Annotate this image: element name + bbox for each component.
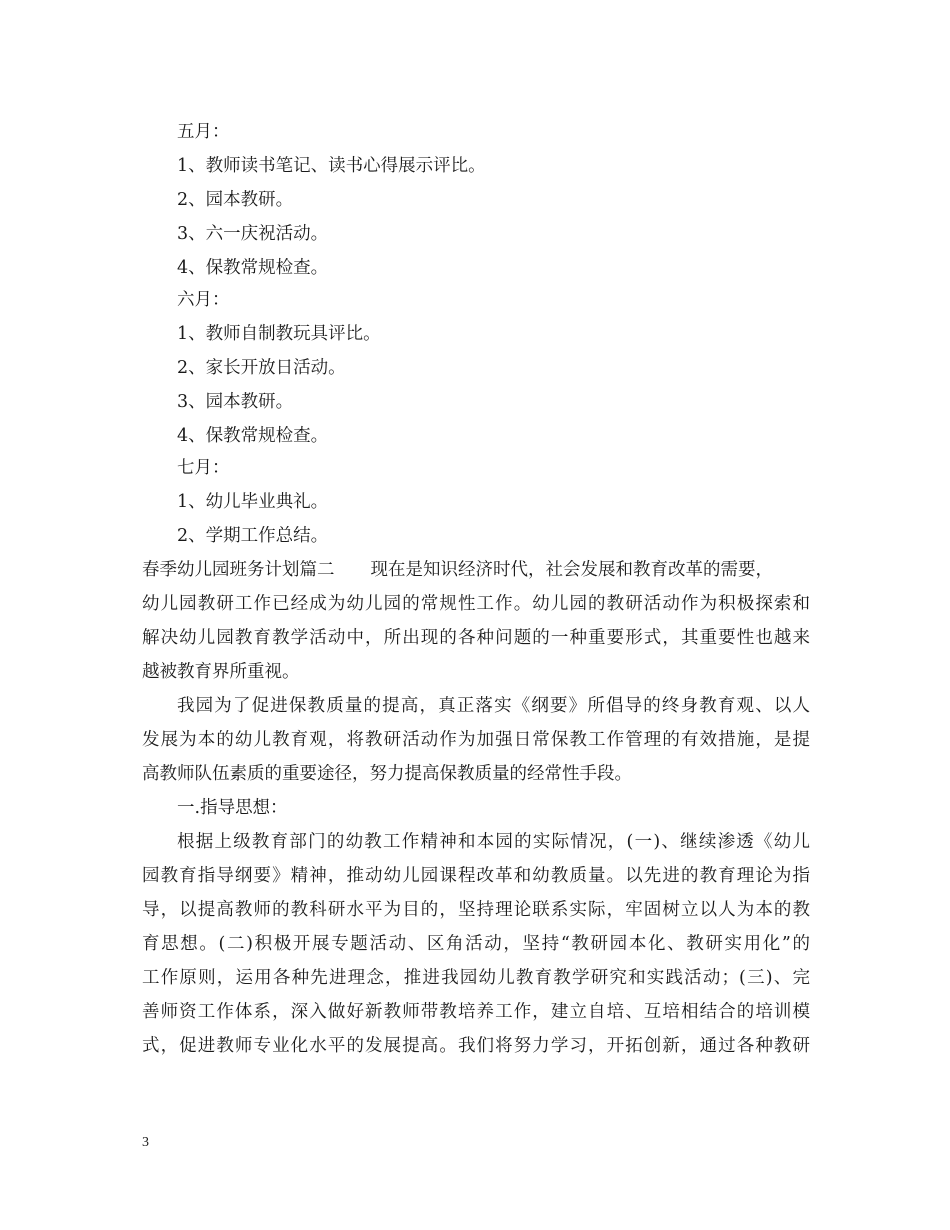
paragraph-line: 发展为本的幼儿教育观，将教研活动作为加强日常保教工作管理的有效措施，是提 xyxy=(142,730,810,750)
section-title-line xyxy=(142,558,810,582)
paragraph-line: 园教育指导纲要》精神，推动幼儿园课程改革和幼教质量。以先进的教育理论为指 xyxy=(142,866,810,886)
list-item: 1、幼儿毕业典礼。 xyxy=(177,492,329,512)
paragraph-line: 根据上级教育部门的幼教工作精神和本园的实际情况，(一)、继续渗透《幼儿 xyxy=(177,832,810,852)
june-heading: 六月： xyxy=(177,290,230,310)
july-heading: 七月： xyxy=(177,458,230,478)
list-item: 1、教师自制教玩具评比。 xyxy=(177,324,381,344)
section-heading: 一.指导思想： xyxy=(177,798,288,818)
section-title: 春季幼儿园班务计划篇二 xyxy=(142,560,335,580)
paragraph-line: 现在是知识经济时代，社会发展和教育改革的需要， xyxy=(370,560,773,580)
paragraph-line: 育思想。(二)积极开展专题活动、区角活动，坚持“教研园本化、教研实用化”的 xyxy=(142,934,810,954)
may-heading: 五月： xyxy=(177,122,230,142)
paragraph-line: 幼儿园教研工作已经成为幼儿园的常规性工作。幼儿园的教研活动作为积极探索和 xyxy=(142,594,810,614)
paragraph-line: 工作原则，运用各种先进理念，推进我园幼儿教育教学研究和实践活动；(三)、完 xyxy=(142,968,810,988)
list-item: 3、六一庆祝活动。 xyxy=(177,224,329,244)
list-item: 2、园本教研。 xyxy=(177,190,294,210)
paragraph-line: 式，促进教师专业化水平的发展提高。我们将努力学习，开拓创新，通过各种教研 xyxy=(142,1036,810,1056)
list-item: 4、保教常规检查。 xyxy=(177,426,329,446)
list-item: 2、家长开放日活动。 xyxy=(177,358,346,378)
paragraph-line: 善师资工作体系，深入做好新教师带教培养工作，建立自培、互培相结合的培训模 xyxy=(142,1002,810,1022)
page-number: 3 xyxy=(142,1135,149,1150)
list-item: 2、学期工作总结。 xyxy=(177,526,329,546)
list-item: 3、园本教研。 xyxy=(177,392,294,412)
paragraph-line: 导，以提高教师的教科研水平为目的，坚持理论联系实际，牢固树立以人为本的教 xyxy=(142,900,810,920)
paragraph-line: 解决幼儿园教育教学活动中，所出现的各种问题的一种重要形式，其重要性也越来 xyxy=(142,628,810,648)
paragraph-line: 我园为了促进保教质量的提高，真正落实《纲要》所倡导的终身教育观、以人 xyxy=(177,696,810,716)
list-item: 1、教师读书笔记、读书心得展示评比。 xyxy=(177,156,486,176)
paragraph-line: 高教师队伍素质的重要途径，努力提高保教质量的经常性手段。 xyxy=(142,764,632,784)
paragraph-line: 越被教育界所重视。 xyxy=(142,662,300,682)
list-item: 4、保教常规检查。 xyxy=(177,258,329,278)
